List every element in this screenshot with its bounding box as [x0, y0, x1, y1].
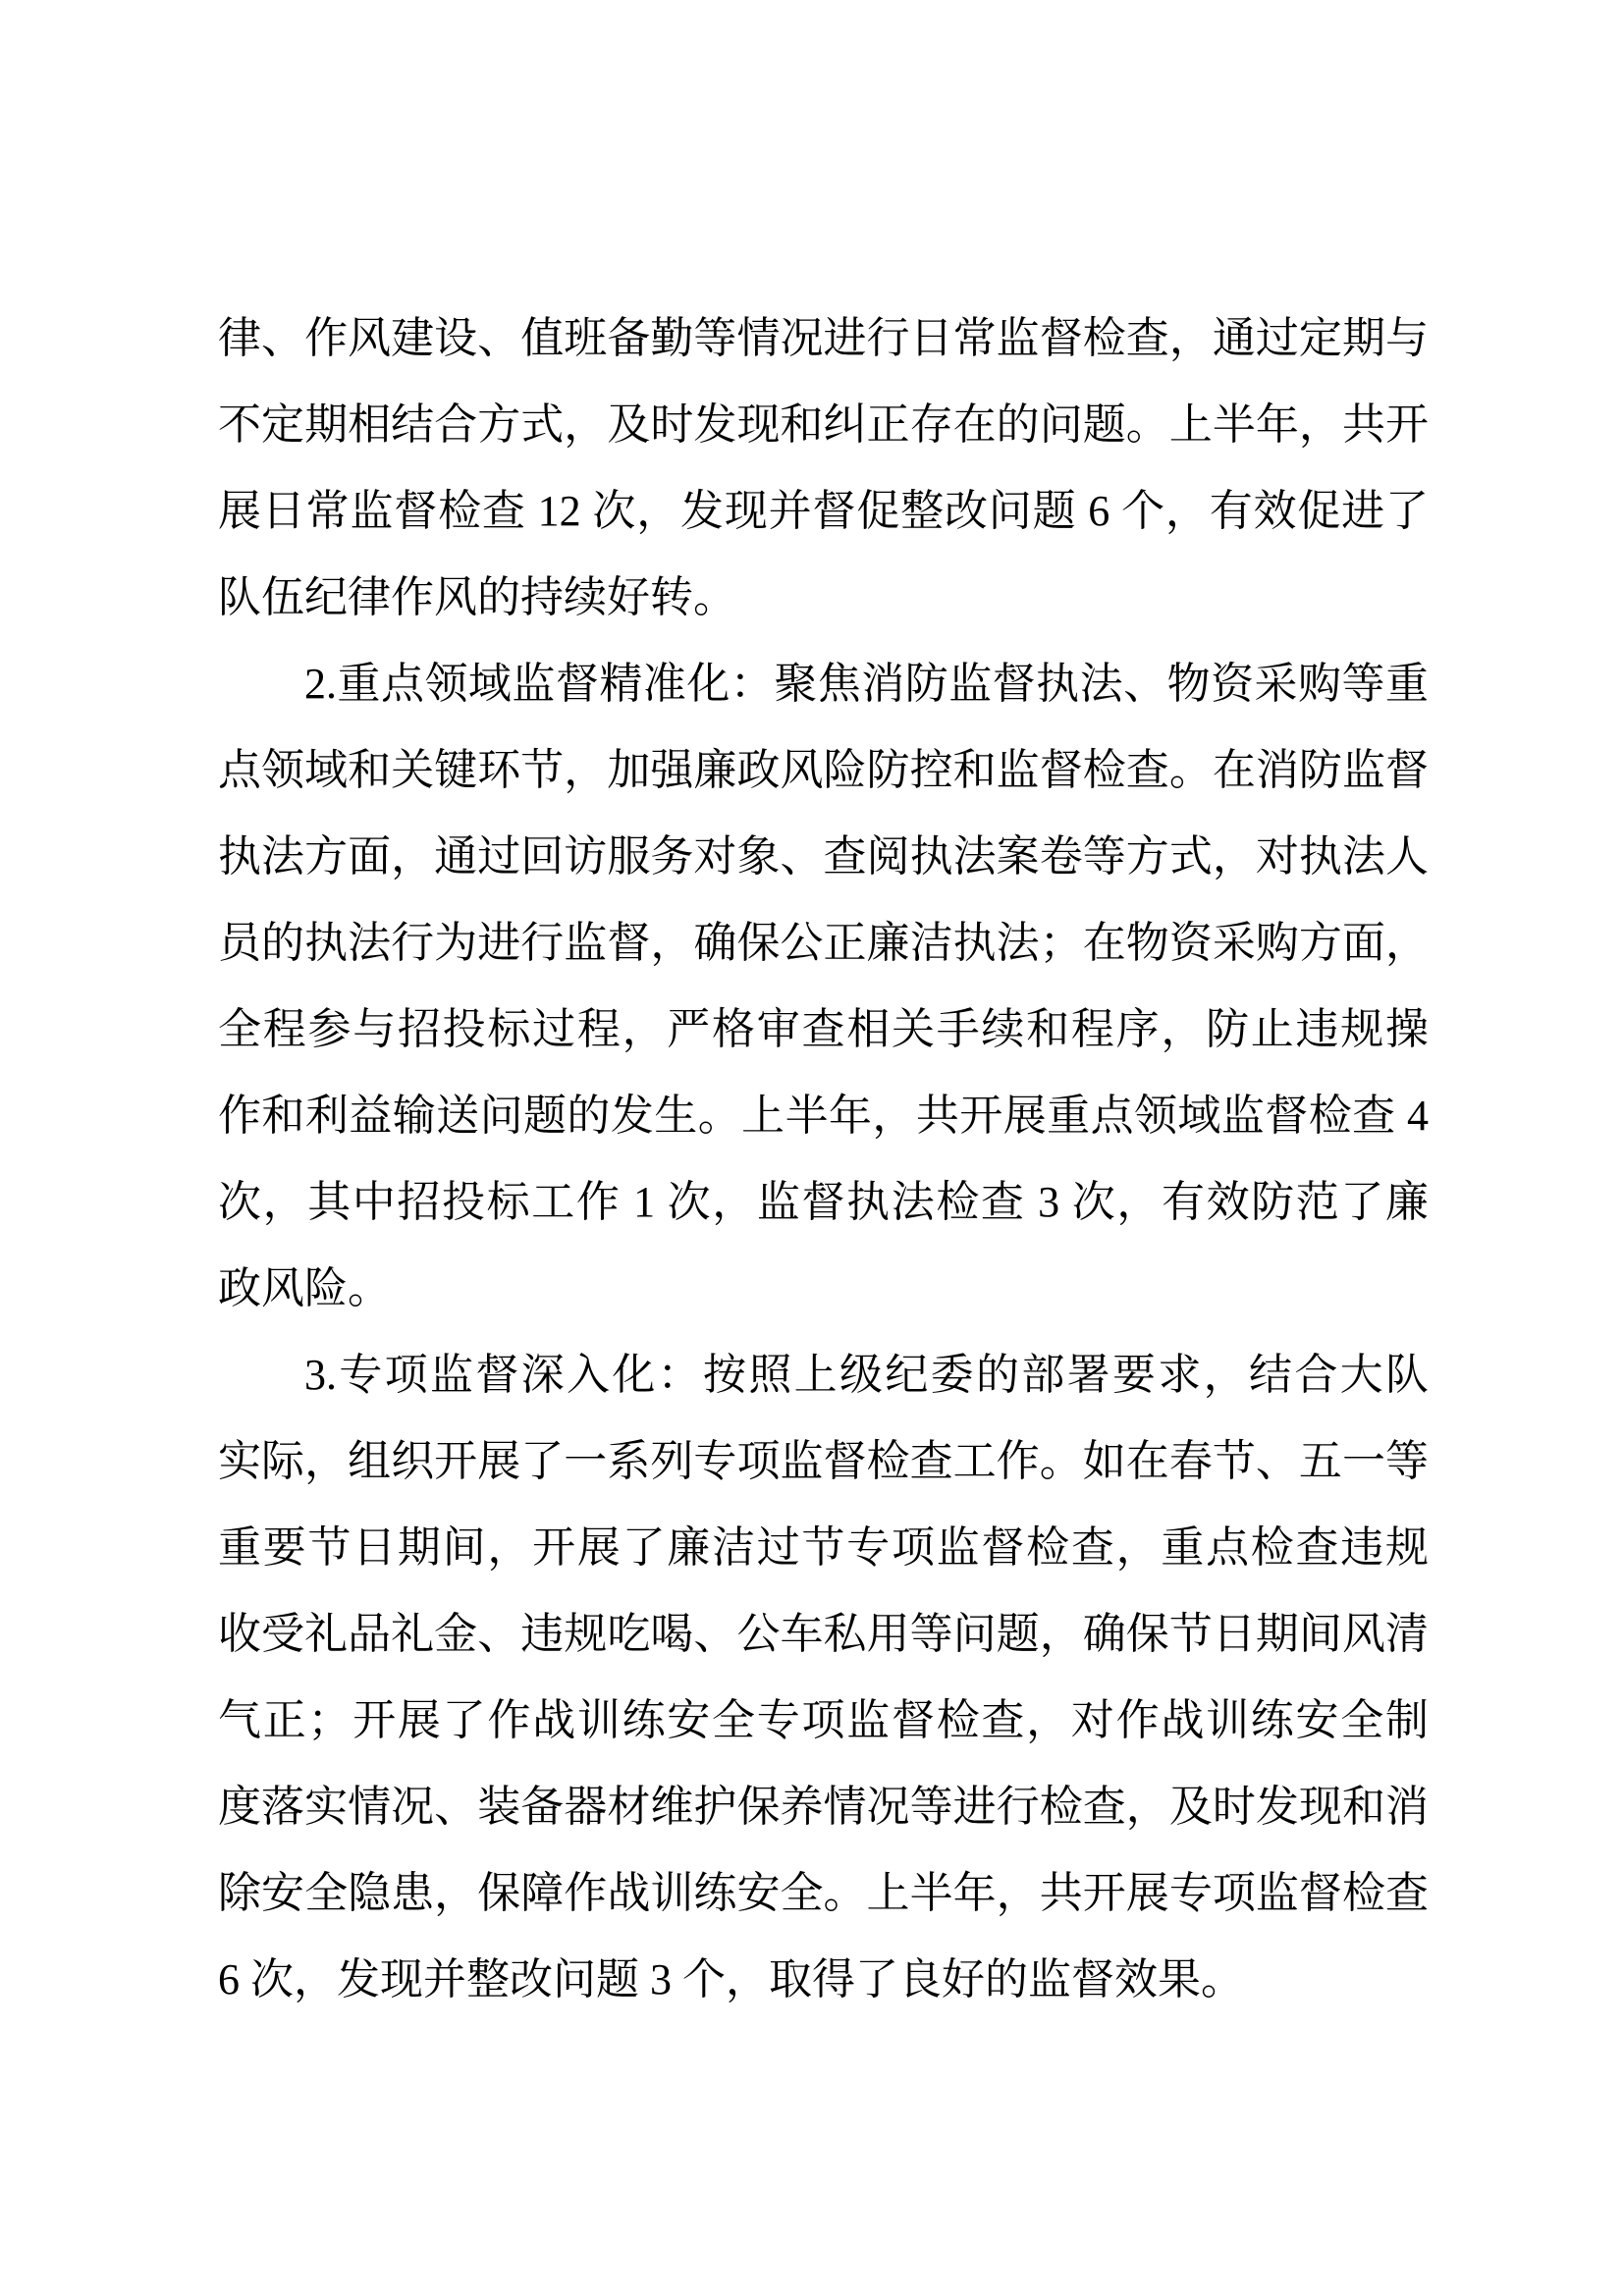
document-page	[218, 295, 1429, 2023]
text-line: 除安全隐患，保障作战训练安全。上半年，共开展专项监督检查	[218, 1869, 1429, 1917]
text-line: 气正；开展了作战训练安全专项监督检查，对作战训练安全制	[218, 1696, 1429, 1744]
text-line: 展日常监督检查 12 次，发现并督促整改问题 6 个，有效促进了	[218, 487, 1429, 535]
text-line: 政风险。	[218, 1264, 391, 1312]
text-line: 3.专项监督深入化：按照上级纪委的部署要求，结合大队	[304, 1351, 1429, 1399]
text-line: 队伍纪律作风的持续好转。	[218, 573, 736, 621]
paragraph-daily-supervision	[218, 295, 1429, 641]
text-line: 收受礼品礼金、违规吃喝、公车私用等问题，确保节日期间风清	[218, 1610, 1429, 1658]
text-line: 次，其中招投标工作 1 次，监督执法检查 3 次，有效防范了廉	[218, 1178, 1429, 1226]
text-line: 执法方面，通过回访服务对象、查阅执法案卷等方式，对执法人	[218, 832, 1429, 881]
text-line: 作和利益输送问题的发生。上半年，共开展重点领域监督检查 4	[218, 1092, 1429, 1140]
text-line: 点领域和关键环节，加强廉政风险防控和监督检查。在消防监督	[218, 746, 1429, 794]
paragraph-key-areas-supervision	[218, 641, 1429, 1332]
text-line: 实际，组织开展了一系列专项监督检查工作。如在春节、五一等	[218, 1437, 1429, 1485]
text-line: 度落实情况、装备器材维护保养情况等进行检查，及时发现和消	[218, 1783, 1429, 1831]
text-line: 全程参与招投标过程，严格审查相关手续和程序，防止违规操	[218, 1005, 1429, 1053]
text-line: 重要节日期间，开展了廉洁过节专项监督检查，重点检查违规	[218, 1523, 1429, 1572]
text-line: 2.重点领域监督精准化：聚焦消防监督执法、物资采购等重	[304, 660, 1429, 708]
text-line: 员的执法行为进行监督，确保公正廉洁执法；在物资采购方面，	[218, 919, 1429, 967]
text-line: 律、作风建设、值班备勤等情况进行日常监督检查，通过定期与	[218, 314, 1429, 362]
text-line: 6 次，发现并整改问题 3 个，取得了良好的监督效果。	[218, 1955, 1244, 2003]
text-line: 不定期相结合方式，及时发现和纠正存在的问题。上半年，共开	[218, 400, 1429, 449]
paragraph-special-supervision	[218, 1332, 1429, 2023]
